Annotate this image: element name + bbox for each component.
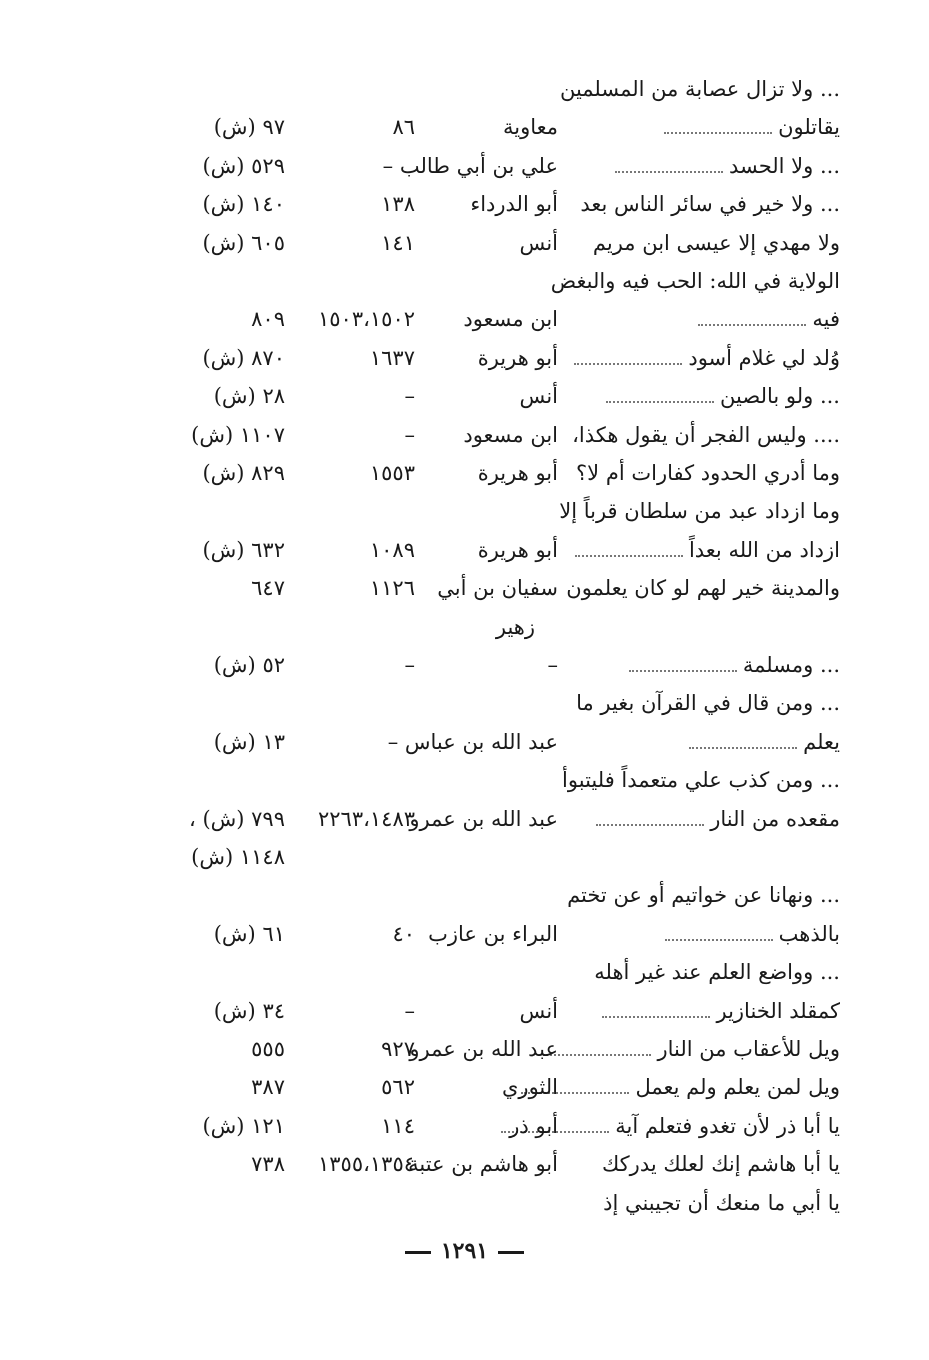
entry-text: ولا مهدي إلا عيسى ابن مريم [592,230,840,255]
narrator: عبد الله بن عباس – [387,729,558,754]
index-entry [150,569,840,607]
entry-text-label: وُلد لي غلام أسود [688,345,840,370]
page-number: ١٢٩١ [440,1238,489,1264]
page-footer [0,1238,929,1264]
index-entry [150,953,840,991]
index-entry [150,1107,840,1145]
entry-text: ... ونهانا عن خواتيم أو عن تختم [567,883,840,908]
narrator: عبد الله بن عمرو [409,1037,558,1061]
entry-text-label: ويل لمن يعلم ولم يعمل [635,1075,840,1100]
entry-text [537,1030,840,1068]
narrator: أبو الدرداء [470,192,558,217]
index-entry [150,416,840,454]
narrator: عبد الله بن عمرو [409,806,558,831]
index-entry [150,761,840,799]
index-entry [150,684,840,722]
entry-text: ... ولا تزال عصابة من المسلمين [559,77,840,101]
index-entry [150,147,840,185]
entry-text: يا أبا هاشم إنك لعلك يدركك [601,1152,840,1177]
hadith-number: ١٥٥٣ [369,461,415,485]
leader-dots [596,824,704,826]
hadith-number: ٤٠ [392,921,415,946]
entry-text-label: يقاتلون [778,115,840,140]
entry-text: وما أدري الحدود كفارات أم لا؟ [576,461,840,485]
page-reference: ٣٤ (ش) [213,998,285,1023]
narrator: سفيان بن أبي [437,576,558,601]
entry-text: ... ومن كذب علي متعمداً فليتبوأ [562,768,840,793]
index-entry [150,1145,840,1183]
index-entry [150,1068,840,1106]
footer-dash-left [498,1251,524,1254]
narrator: ابن مسعود [463,307,558,332]
entry-text-label: ... ولو بالصين [720,384,840,409]
narrator: أنس [519,384,558,409]
hadith-number: – [404,998,415,1023]
page-reference: ١١٤٨ (ش) [191,845,285,869]
entry-text-label: يعلم [803,729,840,754]
narrator: – [547,653,558,677]
entry-text-label: مقعده من النار [710,806,840,831]
index-entry [150,339,840,377]
footer-dash-right [405,1251,431,1254]
entry-text [623,646,840,684]
entry-text: الولاية في الله: الحب فيه والبغض [550,269,840,293]
entry-text: يا أبي ما منعك أن تجيبني إذ [603,1190,840,1215]
entry-text [609,147,840,185]
narrator: ابن مسعود [463,422,558,447]
narrator: علي بن أبي طالب – [382,153,558,178]
hadith-number: ٩٢٧ [381,1037,415,1061]
index-entry [150,377,840,415]
index-entry [150,838,840,876]
entry-text [596,992,840,1030]
page-reference: ٩٧ (ش) [213,115,285,140]
page-reference: ٨٠٩ [251,307,285,332]
hadith-number: ٨٦ [392,115,415,140]
index-entry [150,992,840,1030]
entry-text-label: ازداد من الله بعداً [688,537,840,562]
entry-text: والمدينة خير لهم لو كان يعلمون [566,576,840,601]
leader-dots [665,939,773,941]
page-reference: ٥٢٩ (ش) [202,153,285,178]
entry-text [658,108,840,146]
page-reference: ٦١ (ش) [213,921,285,946]
leader-dots [615,171,723,173]
page-reference: ٥٢ (ش) [213,653,285,677]
index-entry [150,723,840,761]
index-entry [150,608,840,646]
entry-text-label: ... ولا الحسد [728,153,840,178]
index-entry [150,800,840,838]
index-entry [150,224,840,262]
index-entry [150,646,840,684]
entry-text [568,339,840,377]
hadith-number: ١٠٨٩ [369,537,415,562]
page-reference: ١٣ (ش) [213,729,285,754]
narrator: أبو هريرة [477,461,558,485]
page-reference: ٨٢٩ (ش) [202,461,285,485]
hadith-number: – [404,422,415,447]
leader-dots [606,401,714,403]
entry-text [692,300,840,338]
entry-text-label: ... ومسلمة [742,653,840,677]
hadith-number: ١٦٣٧ [369,345,415,370]
page-reference: ٧٣٨ [251,1152,285,1177]
page-reference: ٦٣٢ (ش) [202,537,285,562]
entry-text-label: ويل للأعقاب من النار [657,1037,840,1061]
page-reference: ٧٩٩ (ش) ، [189,806,285,831]
narrator: أنس [519,998,558,1023]
narrator: أبو هاشم بن عتبة [408,1152,558,1177]
narrator: معاوية [502,115,558,140]
narrator: البراء بن عازب [428,921,558,946]
entry-text: ... ومن قال في القرآن بغير ما [576,691,840,716]
entry-text-label: فيه [812,307,840,332]
leader-dots [698,324,806,326]
narrator: الثوري [502,1075,558,1100]
hadith-number: ٥٦٢ [381,1075,415,1100]
index-entry [150,70,840,108]
page-reference: ١٤٠ (ش) [202,192,285,217]
page-reference: ٥٥٥ [251,1037,285,1061]
leader-dots [629,670,737,672]
index-entry [150,454,840,492]
narrator: زهير [495,614,535,639]
index-entry [150,915,840,953]
narrator: أبو هريرة [477,537,558,562]
entry-text [569,531,840,569]
narrator: أنس [519,230,558,255]
page-reference: ٢٨ (ش) [213,384,285,409]
leader-dots [575,555,683,557]
entry-text: وما ازداد عبد من سلطان قرباً إلا [559,499,840,524]
index-entry [150,1184,840,1222]
index-entry [150,492,840,530]
hadith-number: ١٥٠٣،١٥٠٢ [317,307,415,332]
entry-text [683,723,840,761]
narrator: أبو ذر [509,1113,558,1138]
narrator: أبو هريرة [477,345,558,370]
entry-text [600,377,840,415]
page-reference: ١١٠٧ (ش) [191,422,285,447]
leader-dots [664,132,772,134]
page-reference: ٦٤٧ [251,576,285,601]
index-entry [150,876,840,914]
entry-text-label: بالذهب [778,921,840,946]
entry-text [659,915,840,953]
page-reference: ٦٠٥ (ش) [202,230,285,255]
hadith-number: – [404,384,415,409]
entry-text [590,800,840,838]
index-entry [150,531,840,569]
index-entry [150,108,840,146]
page-reference: ٨٧٠ (ش) [202,345,285,370]
index-entry [150,1030,840,1068]
entry-text-label: يا أبا ذر لأن تغدو فتعلم آية [615,1113,840,1138]
hadith-number: ١١٤ [381,1113,415,1138]
hadith-number: ١٤١ [381,230,415,255]
hadith-number: ١١٢٦ [369,576,415,601]
leader-dots [602,1016,710,1018]
entry-text: .... وليس الفجر أن يقول هكذا، [572,422,840,447]
entry-text: ... ولا خير في سائر الناس بعد [580,192,840,217]
entry-text [515,1068,840,1106]
hadith-number: ١٣٥٥،١٣٥٤ [317,1152,415,1177]
entry-text-label: كمقلد الخنازير [716,998,840,1023]
leader-dots [574,363,682,365]
entry-text: ... وواضع العلم عند غير أهله [594,960,840,985]
hadith-number: – [404,653,415,677]
index-entry [150,300,840,338]
index-entry [150,262,840,300]
page-reference: ٣٨٧ [251,1075,285,1100]
leader-dots [543,1054,651,1056]
index-entry [150,185,840,223]
hadith-number: ١٣٨ [381,192,415,217]
page-reference: ١٢١ (ش) [202,1113,285,1138]
leader-dots [689,747,797,749]
hadith-number: ٢٢٦٣،١٤٨٣ [317,806,415,831]
